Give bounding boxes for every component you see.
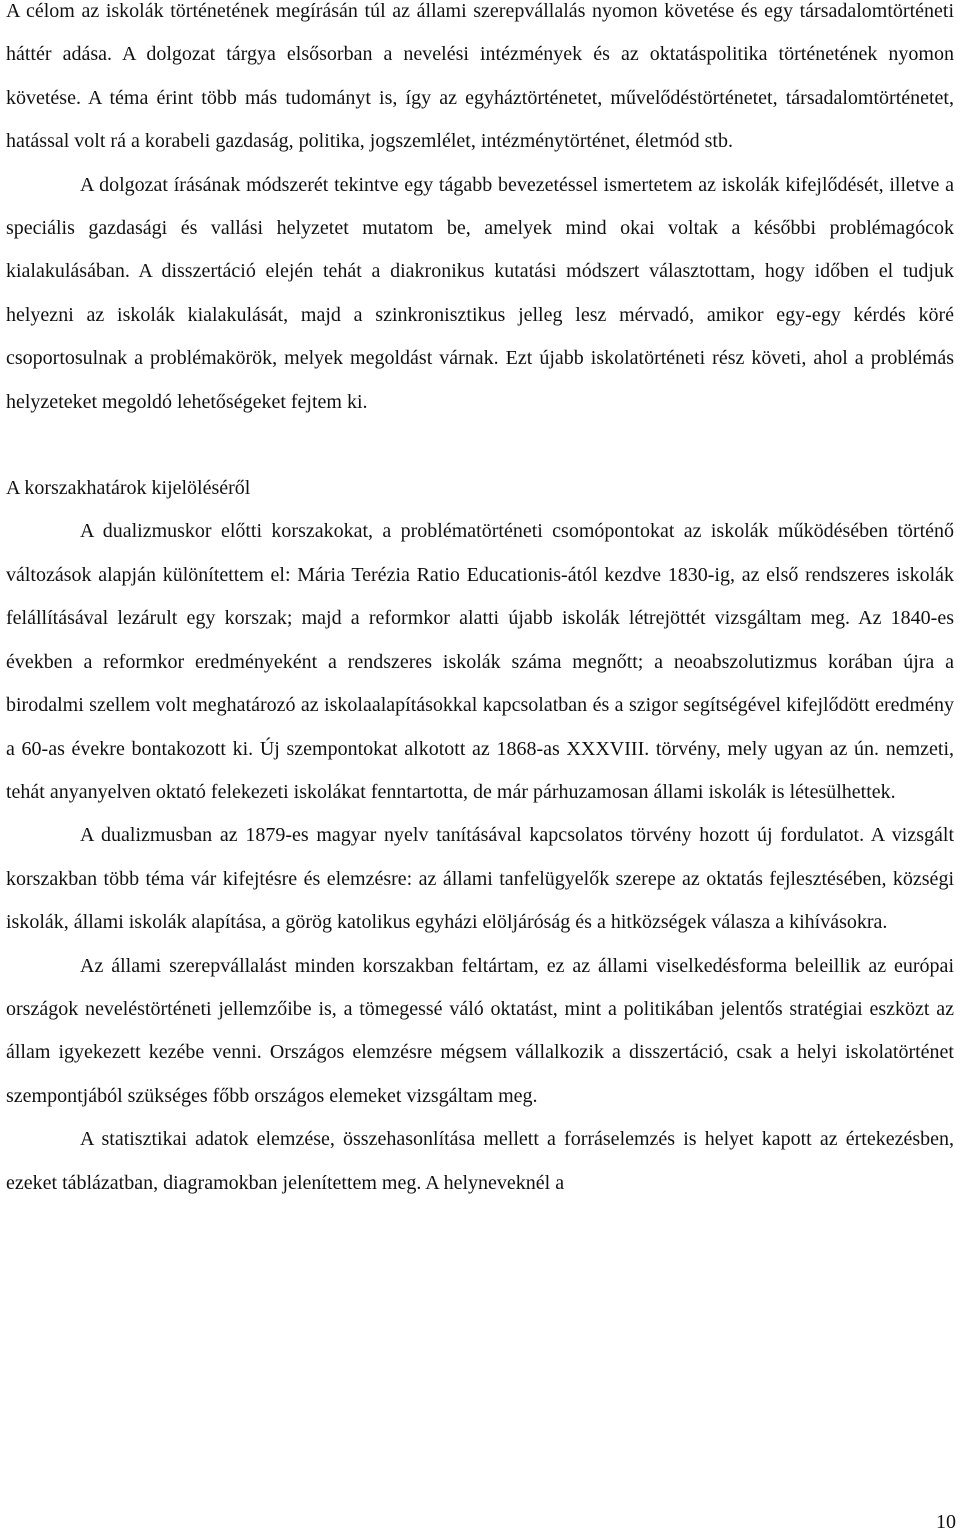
- body-paragraph: Az állami szerepvállalást minden korszakban feltártam, ez az állami viselkedésforma beleillik az európai országok neveléstörténeti jellemzőibe is, a tömegessé váló oktatást, mint a politikában jelentős stratégiai eszközt az állam igyekezett kezébe venni. Országos elemzésre mégsem vállalkozik a disszertáció, csak a helyi iskolatörténet szempontjából szükséges főbb országos elemeket vizsgáltam meg.: [6, 954, 954, 1107]
- document-page: [6, 0, 954, 1205]
- page-number: 10: [936, 1511, 956, 1533]
- body-paragraph: A dolgozat írásának módszerét tekintve egy tágabb bevezetéssel ismertetem az iskolák kifejlődését, illetve a speciális gazdasági és vallási helyzetet mutatom be, amelyek mind okai voltak a későbbi problémagócok kialakulásában. A disszertáció elején tehát a diakronikus kutatási módszert választottam, hogy időben el tudjuk helyezni az iskolák kialakulását, majd a szinkronisztikus jelleg lesz mérvadó, amikor egy-egy kérdés köré csoportosulnak a problémakörök, melyek megoldást várnak. Ezt újabb iskolatörténeti rész követi, ahol a problémás helyzeteket megoldó lehetőségeket fejtem ki.: [6, 173, 954, 413]
- body-paragraph: A célom az iskolák történetének megírásán túl az állami szerepvállalás nyomon követése és egy társadalomtörténeti háttér adása. A dolgozat tárgya elsősorban a nevelési intézmények és az oktatáspolitika történetének nyomon követése. A téma érint több más tudományt is, így az egyháztörténetet, művelődéstörténetet, társadalomtörténetet, hatással volt rá a korabeli gazdaság, politika, jogszemlélet, intézménytörténet, életmód stb.: [6, 0, 954, 153]
- body-paragraph: A dualizmusban az 1879-es magyar nyelv tanításával kapcsolatos törvény hozott új fordulatot. A vizsgált korszakban több téma vár kifejtésre és elemzésre: az állami tanfelügyelők szerepe az oktatás fejlesztésében, községi iskolák, állami iskolák alapítása, a görög katolikus egyházi elöljáróság és a hitközségek válasza a kihívásokra.: [6, 824, 954, 934]
- section-heading: A korszakhatárok kijelöléséről: [6, 477, 251, 500]
- paragraph-gap: [6, 424, 954, 467]
- body-paragraph: A dualizmuskor előtti korszakokat, a problématörténeti csomópontokat az iskolák működésében történő változások alapján különítettem el: Mária Terézia Ratio Educationis-ától kezdve 1830-ig, az első rendszeres iskolák felállításával lezárult egy korszak; majd a reformkor alatti újabb iskolák létrejöttét vizsgáltam meg. Az 1840-es években a reformkor eredményeként a rendszeres iskolák száma megnőtt; a neoabszolutizmus korában újra a birodalmi szellem volt meghatározó az iskolaalapításokkal kapcsolatban és a szigor segítségével kifejlődött eredmény a 60-as évekre bontakozott ki. Új szempontokat alkotott az 1868-as XXXVIII. törvény, mely ugyan az ún. nemzeti, tehát anyanyelven oktató felekezeti iskolákat fenntartotta, de már párhuzamosan állami iskolák is létesülhettek.: [6, 520, 954, 803]
- body-paragraph: A statisztikai adatok elemzése, összehasonlítása mellett a forráselemzés is helyet kapott az értekezésben, ezeket táblázatban, diagramokban jelenítettem meg. A helyneveknél a: [6, 1128, 954, 1194]
